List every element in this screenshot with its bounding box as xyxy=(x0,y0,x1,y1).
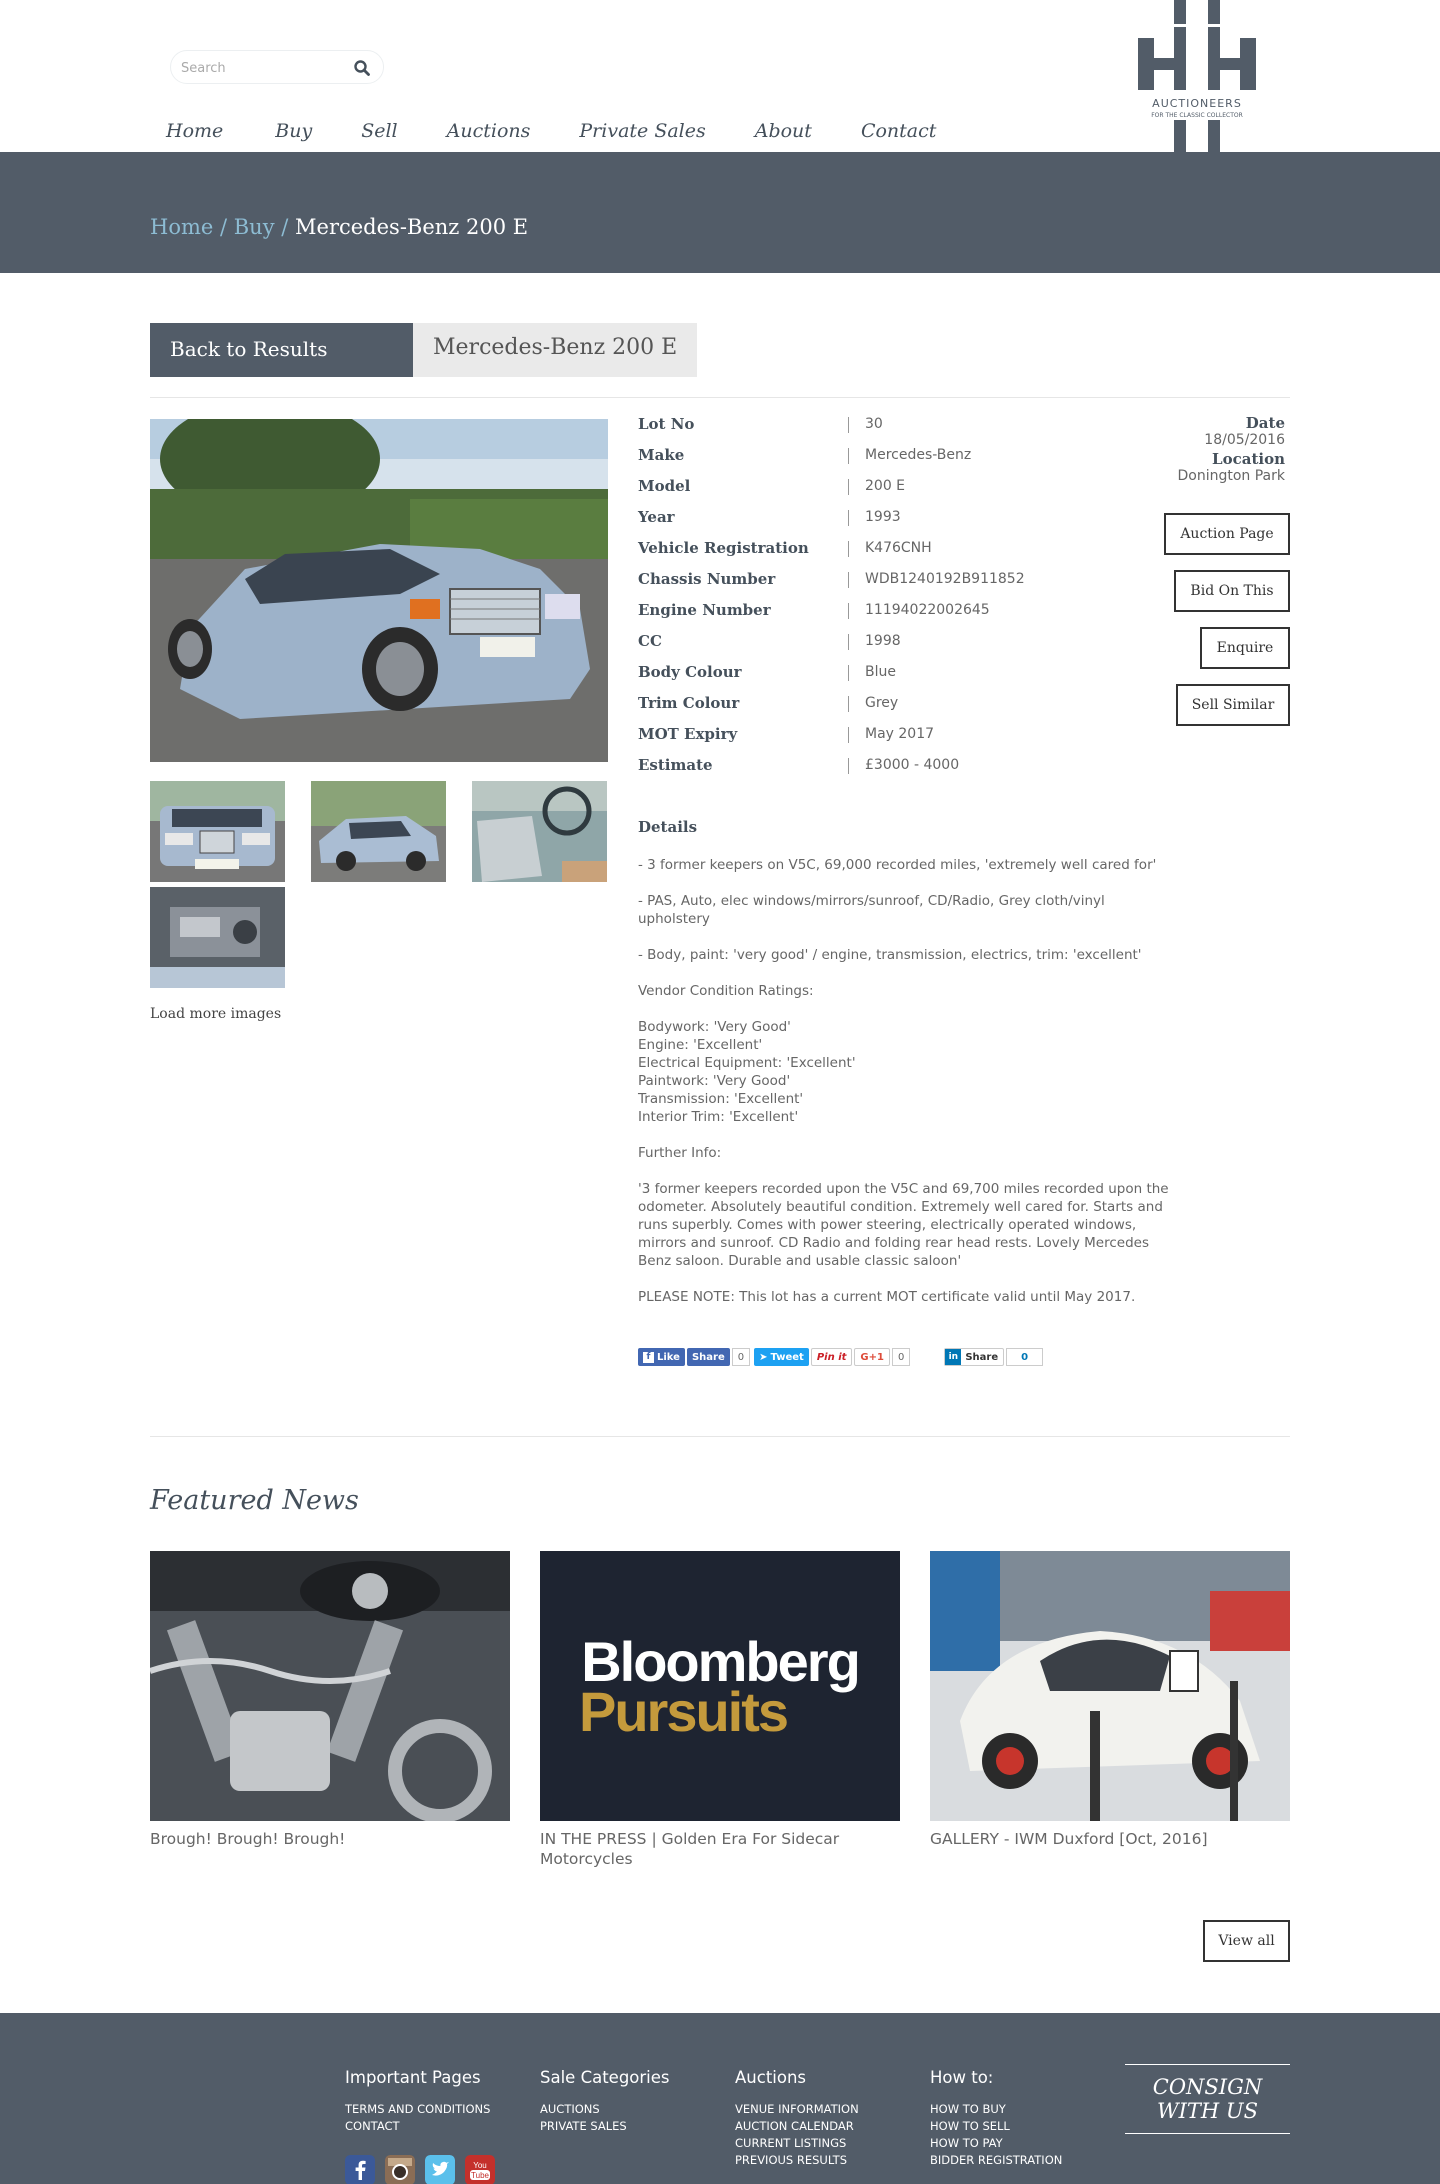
news-caption[interactable]: Brough! Brough! Brough! xyxy=(150,1830,346,1848)
details-line: - 3 former keepers on V5C, 69,000 recorded miles, 'extremely well cared for' xyxy=(638,857,1157,873)
date-label: Date xyxy=(1245,414,1285,432)
details-line: Further Info: xyxy=(638,1145,722,1161)
spec-row-model xyxy=(638,477,1058,508)
footer-sale-categories xyxy=(540,2068,670,2135)
auction-meta xyxy=(1177,415,1285,485)
facebook-icon: f xyxy=(643,1352,654,1363)
spec-separator xyxy=(848,634,849,650)
twitter-bird-icon: ➤ xyxy=(759,1351,768,1363)
footer-how-to xyxy=(930,2068,1062,2169)
spec-separator xyxy=(848,603,849,619)
spec-separator xyxy=(848,727,849,743)
thumbnail-front[interactable] xyxy=(150,781,285,882)
details-line: - Body, paint: 'very good' / engine, transmission, electrics, trim: 'excellent' xyxy=(638,947,1142,963)
footer-heading: How to: xyxy=(930,2068,994,2087)
footer-link-calendar[interactable]: AUCTION CALENDAR xyxy=(735,2119,854,2133)
spec-value: K476CNH xyxy=(865,540,932,556)
spec-value: £3000 - 4000 xyxy=(865,757,960,773)
spec-separator xyxy=(848,696,849,712)
footer-heading: Important Pages xyxy=(345,2068,481,2087)
spec-value: 1998 xyxy=(865,633,901,649)
site-footer xyxy=(0,2013,1440,2184)
breadcrumb-separator: / xyxy=(213,215,234,239)
details-line: '3 former keepers recorded upon the V5C and 69,700 miles recorded upon the odometer. Absolutely beautiful condition. Extremely well cared for. Starts and runs superbly. Comes with power steering, electrically operated windows, mirrors and sunroof. CD Radio and folding rear head rests. Lovely Mercedes Benz saloon. Durable and usable classic saloon' xyxy=(638,1181,1169,1269)
search-box[interactable] xyxy=(170,50,384,84)
news-caption[interactable]: IN THE PRESS | Golden Era For Sidecar Motorcycles xyxy=(540,1830,840,1868)
spec-row-engine-number xyxy=(638,601,1058,632)
spec-separator xyxy=(848,510,849,526)
search-icon[interactable] xyxy=(353,59,371,77)
details-text xyxy=(638,856,1178,1324)
google-plus-button[interactable]: G+1 xyxy=(854,1348,890,1366)
linkedin-share-count: 0 xyxy=(1006,1348,1043,1366)
page-banner xyxy=(0,152,1440,273)
details-paragraph xyxy=(638,982,1178,1000)
details-paragraph xyxy=(638,1288,1178,1306)
spec-value: 1993 xyxy=(865,509,901,525)
footer-link-how-to-buy[interactable]: HOW TO BUY xyxy=(930,2102,1006,2116)
linkedin-share-button[interactable] xyxy=(944,1348,1004,1366)
nav-contact[interactable]: Contact xyxy=(860,120,937,142)
footer-heading: Auctions xyxy=(735,2068,807,2087)
auction-page-button[interactable]: Auction Page xyxy=(1164,513,1290,555)
consign-with-us-button[interactable]: CONSIGN WITH US xyxy=(1125,2064,1290,2134)
news-image-bloomberg[interactable] xyxy=(540,1551,900,1821)
spec-label: Trim Colour xyxy=(638,694,740,712)
svg-text:You: You xyxy=(473,2161,487,2170)
footer-link-previous[interactable]: PREVIOUS RESULTS xyxy=(735,2153,847,2167)
spec-value: 200 E xyxy=(865,478,906,494)
footer-link-contact[interactable]: CONTACT xyxy=(345,2119,400,2133)
sell-similar-button[interactable]: Sell Similar xyxy=(1176,684,1290,726)
spec-label: Year xyxy=(638,508,675,526)
spec-value: 30 xyxy=(865,416,883,432)
footer-link-private-sales[interactable]: PRIVATE SALES xyxy=(540,2119,627,2133)
breadcrumb xyxy=(150,215,528,239)
nav-auctions[interactable]: Auctions xyxy=(446,120,531,142)
spec-label: Body Colour xyxy=(638,663,742,681)
spec-label: Model xyxy=(638,477,691,495)
footer-link-current[interactable]: CURRENT LISTINGS xyxy=(735,2136,847,2150)
nav-buy[interactable]: Buy xyxy=(275,120,313,142)
like-label: Like xyxy=(657,1351,680,1363)
details-line: Vendor Condition Ratings: xyxy=(638,983,814,999)
spec-value: May 2017 xyxy=(865,726,935,742)
spec-label: Chassis Number xyxy=(638,570,776,588)
linkedin-icon: in xyxy=(945,1349,961,1365)
spec-row-lot-no xyxy=(638,415,1058,446)
bid-on-this-button[interactable]: Bid On This xyxy=(1174,570,1290,612)
logo-subtitle: AUCTIONEERS xyxy=(1152,97,1242,110)
details-line: Transmission: 'Excellent' xyxy=(638,1091,804,1107)
footer-important-pages xyxy=(345,2068,490,2135)
divider xyxy=(150,1436,1290,1437)
spec-row-estimate xyxy=(638,756,1058,787)
main-car-image[interactable] xyxy=(150,419,608,762)
footer-link-venue[interactable]: VENUE INFORMATION xyxy=(735,2102,859,2116)
thumbnail-interior[interactable] xyxy=(472,781,607,882)
nav-home[interactable]: Home xyxy=(166,120,224,142)
spec-row-make xyxy=(638,446,1058,477)
thumbnail-side[interactable] xyxy=(311,781,446,882)
spec-label: MOT Expiry xyxy=(638,725,738,743)
pinterest-button[interactable]: Pin it xyxy=(811,1348,853,1366)
linkedin-share-label: Share xyxy=(965,1351,999,1363)
spec-separator xyxy=(848,665,849,681)
spec-separator xyxy=(848,572,849,588)
footer-link-how-to-pay[interactable]: HOW TO PAY xyxy=(930,2136,1003,2150)
spec-row-year xyxy=(638,508,1058,539)
youtube-icon[interactable] xyxy=(465,2155,495,2184)
spec-row-mot-expiry xyxy=(638,725,1058,756)
logo-tagline: FOR THE CLASSIC COLLECTOR xyxy=(1151,112,1243,119)
location-label: Location xyxy=(1212,450,1285,468)
featured-news-heading: Featured News xyxy=(150,1485,359,1516)
spec-separator xyxy=(848,758,849,774)
details-line: Interior Trim: 'Excellent' xyxy=(638,1109,799,1125)
nav-sell[interactable]: Sell xyxy=(361,120,398,142)
footer-link-bidder-registration[interactable]: BIDDER REGISTRATION xyxy=(930,2153,1063,2167)
google-plus-count: 0 xyxy=(892,1348,910,1366)
details-line: Bodywork: 'Very Good' xyxy=(638,1019,791,1035)
site-header xyxy=(0,0,1440,152)
spec-label: Estimate xyxy=(638,756,713,774)
spec-value: Blue xyxy=(865,664,896,680)
twitter-icon[interactable] xyxy=(425,2155,455,2184)
spec-row-cc xyxy=(638,632,1058,663)
spec-value: WDB1240192B911852 xyxy=(865,571,1025,587)
news-caption[interactable]: GALLERY - IWM Duxford [Oct, 2016] xyxy=(930,1830,1208,1848)
footer-link-terms[interactable]: TERMS AND CONDITIONS xyxy=(345,2102,491,2116)
footer-link-auctions[interactable]: AUCTIONS xyxy=(540,2102,600,2116)
spec-value: Grey xyxy=(865,695,899,711)
back-to-results-button[interactable]: Back to Results xyxy=(150,323,413,377)
pursuits-logo-text: Pursuits xyxy=(578,1680,788,1743)
share-bar xyxy=(638,1347,1047,1367)
details-line: Paintwork: 'Very Good' xyxy=(638,1073,791,1089)
spec-value: 11194022002645 xyxy=(865,602,990,618)
divider xyxy=(150,397,1290,398)
main-nav xyxy=(166,120,985,142)
breadcrumb-home[interactable]: Home xyxy=(150,215,214,239)
bloomberg-logo-text: Bloomberg xyxy=(581,1630,859,1693)
details-line: Engine: 'Excellent' xyxy=(638,1037,763,1053)
instagram-icon[interactable] xyxy=(385,2155,415,2184)
spec-row-registration xyxy=(638,539,1058,570)
date-value: 18/05/2016 xyxy=(1204,432,1285,448)
facebook-like-button[interactable] xyxy=(638,1348,685,1366)
news-image-brough[interactable] xyxy=(150,1551,510,1821)
details-paragraph xyxy=(638,1018,1178,1126)
details-line: Electrical Equipment: 'Excellent' xyxy=(638,1055,856,1071)
vehicle-specs xyxy=(638,415,1058,787)
spec-label: Vehicle Registration xyxy=(638,539,809,557)
news-image-duxford[interactable] xyxy=(930,1551,1290,1821)
spec-label: Make xyxy=(638,446,685,464)
details-line: - PAS, Auto, elec windows/mirrors/sunroof, CD/Radio, Grey cloth/vinyl upholstery xyxy=(638,893,1105,927)
details-paragraph xyxy=(638,1144,1178,1162)
search-input[interactable] xyxy=(181,58,341,78)
details-paragraph xyxy=(638,946,1178,964)
site-logo[interactable] xyxy=(1138,0,1256,152)
spec-separator xyxy=(848,448,849,464)
breadcrumb-buy[interactable]: Buy xyxy=(233,215,275,239)
spec-row-body-colour xyxy=(638,663,1058,694)
enquire-button[interactable]: Enquire xyxy=(1200,627,1290,669)
details-paragraph xyxy=(638,892,1178,928)
facebook-share-button[interactable]: Share xyxy=(687,1348,730,1366)
location-value: Donington Park xyxy=(1177,468,1285,484)
tweet-button[interactable] xyxy=(754,1348,809,1366)
breadcrumb-current: Mercedes-Benz 200 E xyxy=(295,215,529,239)
nav-private-sales[interactable]: Private Sales xyxy=(579,120,706,142)
view-all-button[interactable]: View all xyxy=(1203,1920,1290,1962)
spec-label: Lot No xyxy=(638,415,695,433)
facebook-icon[interactable] xyxy=(345,2155,375,2184)
spec-row-chassis xyxy=(638,570,1058,601)
spec-row-trim-colour xyxy=(638,694,1058,725)
logo-and-text: AND xyxy=(1188,59,1206,68)
spec-separator xyxy=(848,541,849,557)
spec-separator xyxy=(848,479,849,495)
details-paragraph xyxy=(638,1180,1178,1270)
tweet-label: Tweet xyxy=(770,1351,804,1363)
details-paragraph xyxy=(638,856,1178,874)
breadcrumb-separator: / xyxy=(274,215,296,239)
footer-link-how-to-sell[interactable]: HOW TO SELL xyxy=(930,2119,1010,2133)
footer-auctions xyxy=(735,2068,859,2169)
spec-separator xyxy=(848,417,849,433)
svg-text:Tube: Tube xyxy=(471,2171,489,2180)
nav-about[interactable]: About xyxy=(754,120,812,142)
spec-label: Engine Number xyxy=(638,601,771,619)
facebook-share-count: 0 xyxy=(732,1348,750,1366)
load-more-images-link[interactable]: Load more images xyxy=(150,1006,282,1022)
thumbnail-engine[interactable] xyxy=(150,887,285,988)
details-line: PLEASE NOTE: This lot has a current MOT certificate valid until May 2017. xyxy=(638,1289,1136,1305)
lot-title: Mercedes-Benz 200 E xyxy=(413,323,697,377)
footer-heading: Sale Categories xyxy=(540,2068,670,2087)
spec-label: CC xyxy=(638,632,662,650)
details-heading: Details xyxy=(638,818,698,836)
spec-value: Mercedes-Benz xyxy=(865,447,972,463)
